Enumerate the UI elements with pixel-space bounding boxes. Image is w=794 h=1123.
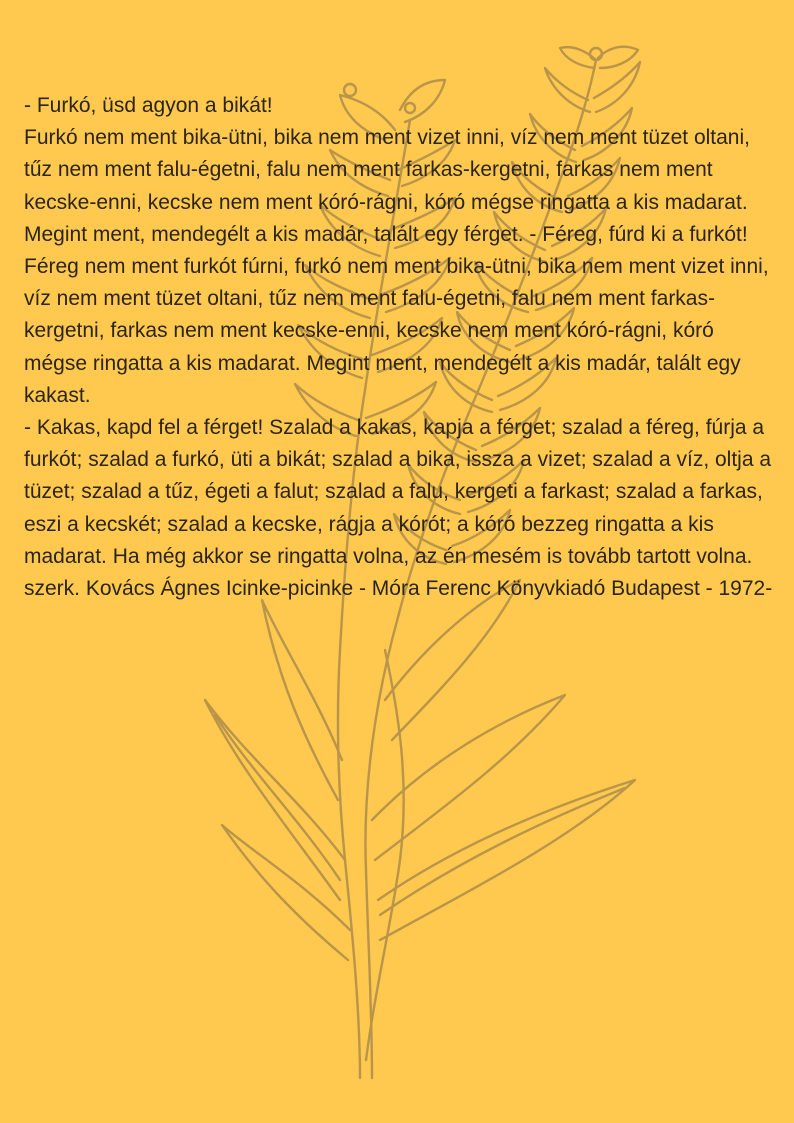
- flower-spike: [598, 47, 638, 68]
- plant-leaf: [205, 700, 345, 900]
- plant-leaf-vein: [215, 715, 340, 880]
- flower-bud: [590, 48, 602, 60]
- flower-spike: [560, 47, 596, 68]
- plant-leaf: [262, 600, 342, 800]
- plant-leaf: [222, 825, 350, 960]
- document-body-text: - Furkó, üsd agyon a bikát! Furkó nem ment bika-ütni, bika nem ment vizet inni, víz nem ment tüzet oltani, tűz nem ment falu-égetni, falu nem ment farkas-kergetni, farkas nem ment kecske-enni, kecske nem ment kóró-rágni, kóró mégse ringatta a kis madarat. Megint ment, mendegélt a kis madár, talált egy férget. - Féreg, fúrd ki a furkót! Féreg nem ment furkót fúrni, furkó nem ment bika-ütni, bika nem ment vizet inni, víz nem ment tüzet oltani, tűz nem ment falu-égetni, falu nem ment farkas-kergetni, farkas nem ment kecske-enni, kecske nem ment kóró-rágni, kóró mégse ringatta a kis madarat. Megint ment, mendegélt a kis madár, talált egy kakast. - Kakas, kapd fel a férget! Szalad a kakas, kapja a férget; szalad a féreg, fúrja a furkót; szalad a furkó, üti a bikát; szalad a bika, issza a vizet; szalad a víz, oltja a tüzet; szalad a tűz, égeti a falut; szalad a falu, kergeti a farkast; szalad a farkas, eszi a kecskét; szalad a kecske, rágja a kórót; a kóró bezzeg ringatta a kis madarat. Ha még akkor se ringatta volna, az én mesém is tovább tartott volna. szerk. Kovács Ágnes Icinke-picinke - Móra Ferenc Könyvkiadó Budapest - 1972-: [24, 94, 773, 601]
- plant-leaf-vein: [380, 788, 625, 915]
- plant-leaf: [378, 780, 635, 940]
- plant-leaf: [372, 695, 565, 860]
- plant-stem: [366, 650, 404, 1060]
